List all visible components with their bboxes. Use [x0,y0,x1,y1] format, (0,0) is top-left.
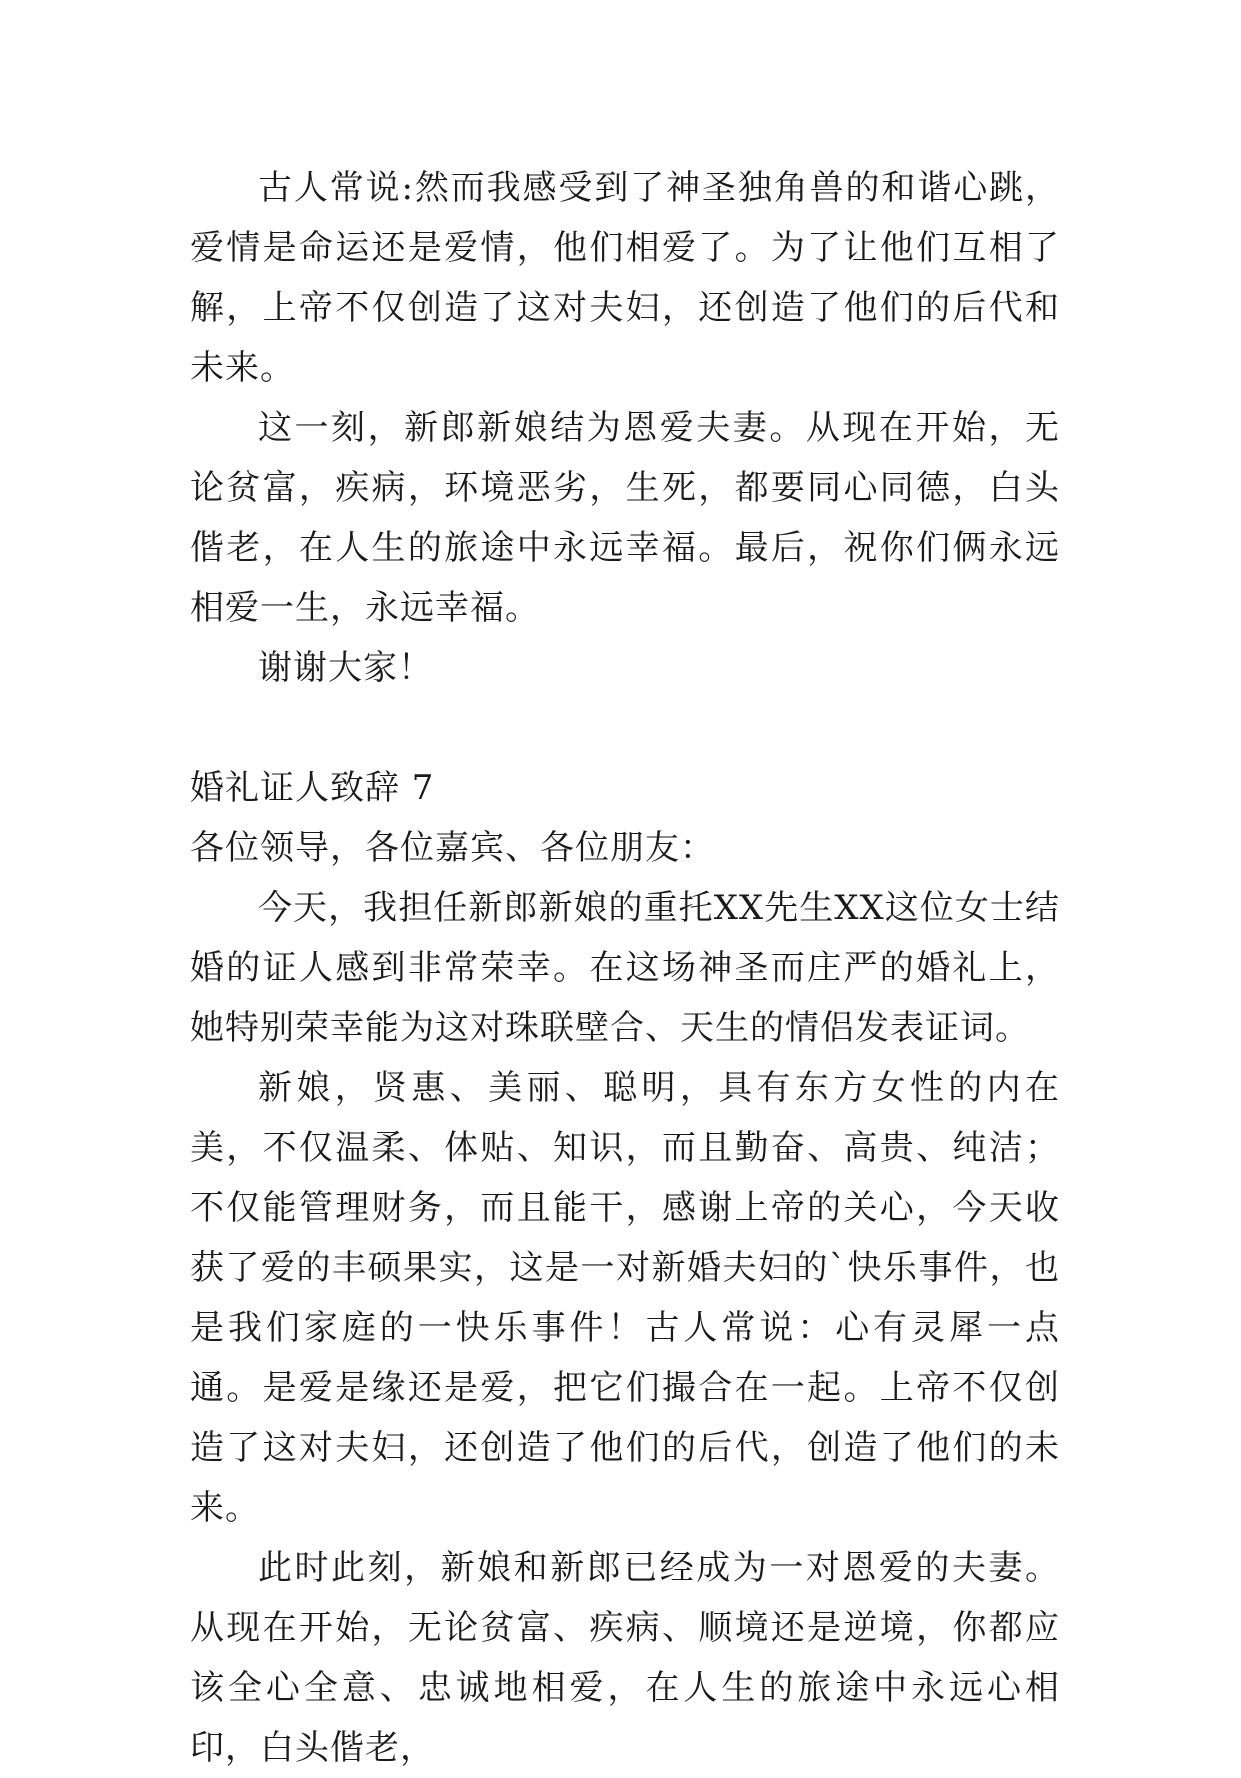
paragraph: 今天，我担任新郎新娘的重托XX先生XX这位女士结婚的证人感到非常荣幸。在这场神圣而庄严的婚礼上，她特别荣幸能为这对珠联壁合、天生的情侣发表证词。 [190,888,1060,1048]
section-title: 婚礼证人致辞 7 [190,768,435,808]
document-body [190,158,1060,1778]
section-gap [190,698,1060,758]
paragraph: 新娘，贤惠、美丽、聪明，具有东方女性的内在美，不仅温柔、体贴、知识，而且勤奋、高贵、纯洁；不仅能管理财务，而且能干，感谢上帝的关心，今天收获了爱的丰硕果实，这是一对新婚夫妇的`快乐事件，也是我们家庭的一快乐事件！古人常说：心有灵犀一点通。是爱是缘还是爱，把它们撮合在一起。上帝不仅创造了这对夫妇，还创造了他们的后代，创造了他们的未来。 [190,1068,1060,1528]
paragraph-thanks: 谢谢大家！ [258,648,433,688]
paragraph: 这一刻，新郎新娘结为恩爱夫妻。从现在开始，无论贫富，疾病，环境恶劣，生死，都要同心同德，白头偕老，在人生的旅途中永远幸福。最后，祝你们俩永远相爱一生，永远幸福。 [190,408,1060,628]
salutation: 各位领导，各位嘉宾、各位朋友： [190,828,715,868]
paragraph: 古人常说:然而我感受到了神圣独角兽的和谐心跳，爱情是命运还是爱情，他们相爱了。为了让他们互相了解，上帝不仅创造了这对夫妇，还创造了他们的后代和未来。 [190,168,1060,388]
paragraph: 此时此刻，新娘和新郎已经成为一对恩爱的夫妻。从现在开始，无论贫富、疾病、顺境还是逆境，你都应该全心全意、忠诚地相爱，在人生的旅途中永远心相印，白头偕老， [190,1548,1060,1768]
